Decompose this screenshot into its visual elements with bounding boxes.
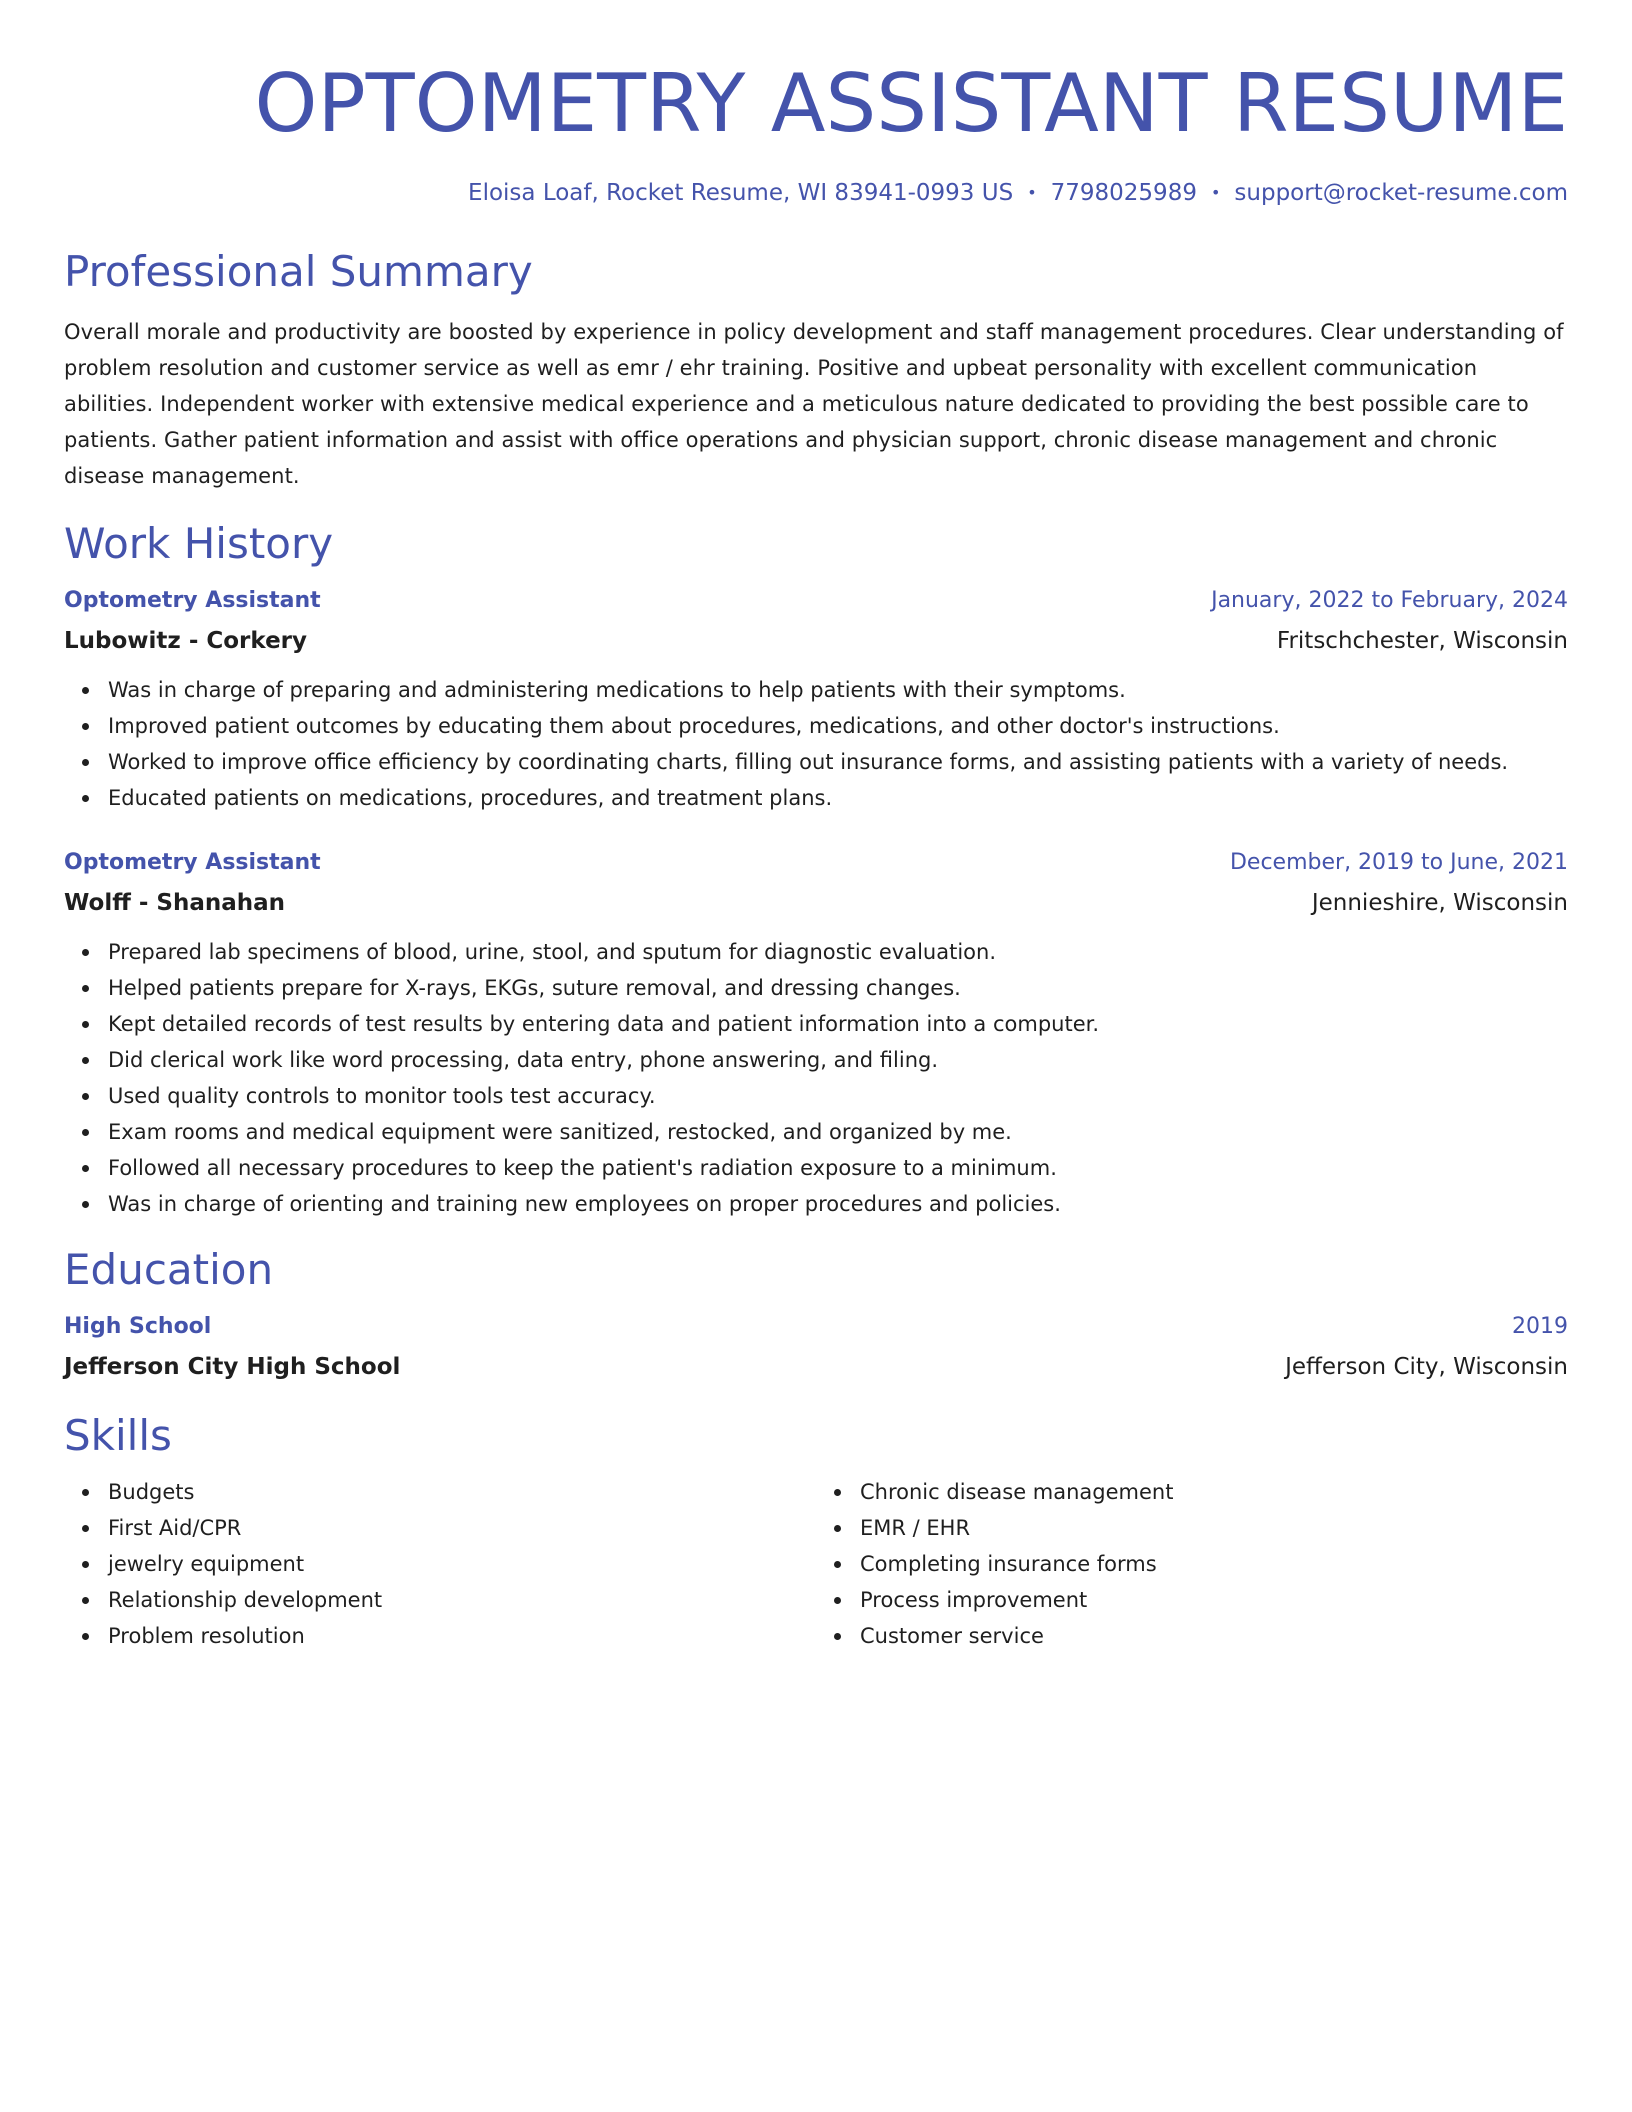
work-history-heading: Work History: [64, 519, 334, 568]
list-item: Was in charge of preparing and administering medications to help patients with their symptoms.: [108, 672, 1568, 708]
list-item: Used quality controls to monitor tools test accuracy.: [108, 1078, 1568, 1114]
list-item: jewelry equipment: [108, 1546, 816, 1582]
education-school: Jefferson City High School: [64, 1354, 401, 1380]
job-company-row: [64, 624, 1568, 658]
resume-page: [64, 0, 1568, 1654]
list-item: Budgets: [108, 1474, 816, 1510]
job-dates: January, 2022 to February, 2024: [1211, 588, 1568, 613]
job-location: Jennieshire, Wisconsin: [1311, 890, 1568, 916]
list-item: Exam rooms and medical equipment were sanitized, restocked, and organized by me.: [108, 1114, 1568, 1150]
education-degree-row: [64, 1310, 1568, 1344]
list-item: Improved patient outcomes by educating them about procedures, medications, and other doctor's instructions.: [108, 708, 1568, 744]
skills-grid: [64, 1474, 1568, 1654]
education-degree: High School: [64, 1314, 212, 1339]
list-item: Relationship development: [108, 1582, 816, 1618]
list-item: Process improvement: [860, 1582, 1568, 1618]
education-school-row: [64, 1350, 1568, 1384]
job-company: Lubowitz - Corkery: [64, 628, 308, 654]
list-item: Customer service: [860, 1618, 1568, 1654]
job-company: Wolff - Shanahan: [64, 890, 286, 916]
contact-phone: 7798025989: [1050, 180, 1197, 206]
education-entry: [64, 1310, 1568, 1384]
job-entry: [64, 584, 1568, 816]
skills-list-left: [64, 1474, 816, 1654]
summary-heading: Professional Summary: [64, 247, 533, 296]
list-item: Chronic disease management: [860, 1474, 1568, 1510]
job-company-row: [64, 886, 1568, 920]
skills-heading: Skills: [64, 1411, 172, 1460]
job-duties-list: [64, 934, 1568, 1222]
contact-address: Eloisa Loaf, Rocket Resume, WI 83941-0993 US: [468, 180, 1014, 206]
contact-line: [64, 178, 1568, 208]
job-title-row: [64, 584, 1568, 618]
list-item: Followed all necessary procedures to keep the patient's radiation exposure to a minimum.: [108, 1150, 1568, 1186]
job-duties-list: [64, 672, 1568, 816]
list-item: Problem resolution: [108, 1618, 816, 1654]
list-item: Completing insurance forms: [860, 1546, 1568, 1582]
education-year: 2019: [1512, 1314, 1568, 1339]
list-item: Educated patients on medications, procedures, and treatment plans.: [108, 780, 1568, 816]
education-location: Jefferson City, Wisconsin: [1285, 1354, 1568, 1380]
job-title: Optometry Assistant: [64, 850, 321, 875]
list-item: EMR / EHR: [860, 1510, 1568, 1546]
list-item: First Aid/CPR: [108, 1510, 816, 1546]
job-title-row: [64, 846, 1568, 880]
list-item: Was in charge of orienting and training new employees on proper procedures and policies.: [108, 1186, 1568, 1222]
education-heading: Education: [64, 1245, 274, 1294]
list-item: Did clerical work like word processing, data entry, phone answering, and filing.: [108, 1042, 1568, 1078]
list-item: Helped patients prepare for X-rays, EKGs, suture removal, and dressing changes.: [108, 970, 1568, 1006]
bullet-separator: •: [1210, 183, 1221, 202]
job-entry: [64, 846, 1568, 1222]
skills-list-right: [816, 1474, 1568, 1654]
job-title: Optometry Assistant: [64, 588, 321, 613]
job-dates: December, 2019 to June, 2021: [1229, 850, 1568, 875]
summary-text: Overall morale and productivity are boosted by experience in policy development and staff management procedures. Clear understanding of problem resolution and customer service as well as emr / ehr training. Positive and upbeat personality with excellent communication abilities. Independent worker with extensive medical experience and a meticulous nature dedicated to providing the best possible care to patients. Gather patient information and assist with office operations and physician support, chronic disease management and chronic disease management.: [64, 320, 1564, 488]
list-item: Prepared lab specimens of blood, urine, stool, and sputum for diagnostic evaluation.: [108, 934, 1568, 970]
contact-email: support@rocket-resume.com: [1234, 180, 1568, 206]
bullet-separator: •: [1027, 183, 1037, 202]
list-item: Kept detailed records of test results by entering data and patient information into a computer.: [108, 1006, 1568, 1042]
list-item: Worked to improve office efficiency by coordinating charts, filling out insurance forms, and assisting patients with a variety of needs.: [108, 744, 1568, 780]
job-location: Fritschchester, Wisconsin: [1276, 628, 1568, 654]
resume-title: OPTOMETRY ASSISTANT RESUME: [254, 57, 1568, 150]
